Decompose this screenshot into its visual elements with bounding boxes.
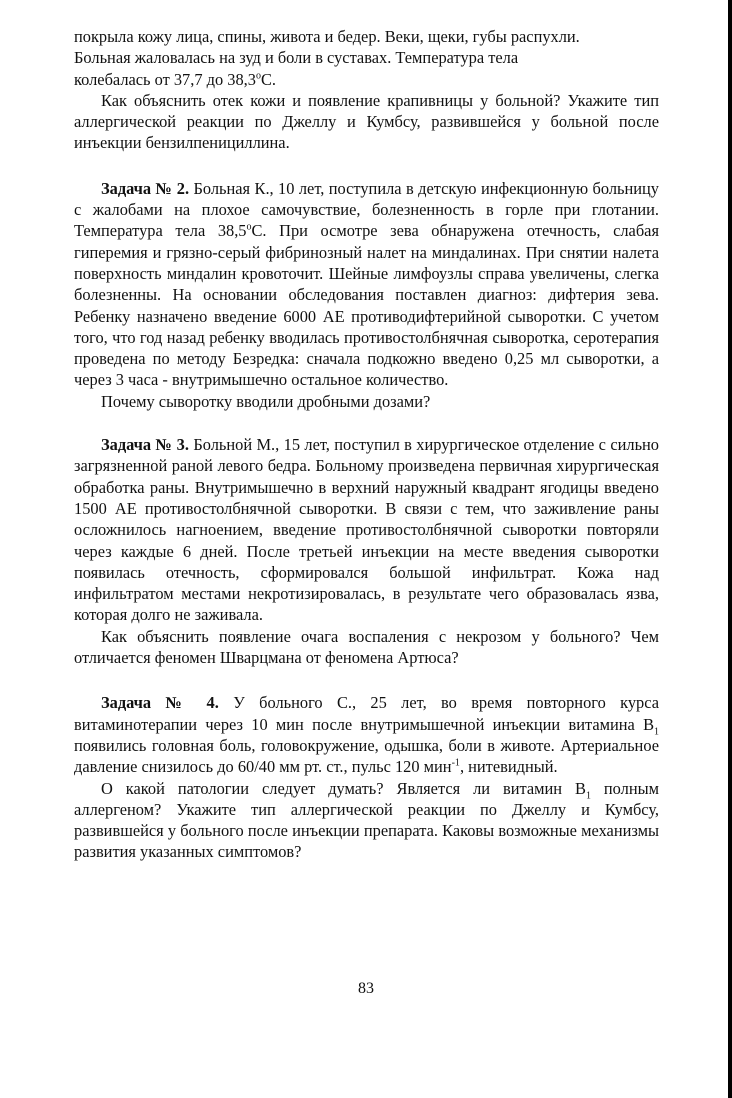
task-3-text: Больной М., 15 лет, поступил в хирургическое отделение с сильно загрязненной раной левого бедра. Больному произведена первичная хирургическая обработка раны. Внутримышечно в верхний наружный квадрант ягодицы введено 1500 АЕ противостолбнячной сыворотки. В связи с тем, что заживление раны осложнилось нагноением, введение противостолбнячной сыворотки повторяли через каждые 6 дней. После третьей инъекции на месте введения сыворотки появилась отечность, сформировался большой инфильтрат. Кожа над инфильтратом местами некротизировалась, в результате чего образовалась язва, которая долго не заживала.: [74, 435, 660, 625]
scan-edge: [728, 0, 732, 1098]
task-2-text-before: Больная К., 10 лет, поступила в детскую инфекционную больницу с жалобами на плохое самочувствие, болезненность в горле при глотании. Температура тела 38,5: [74, 178, 659, 241]
intro-line-1: покрыла кожу лица, спины, живота и бедер. Веки, щеки, губы распухли.: [74, 27, 580, 46]
task-4-question: [74, 778, 659, 863]
task-2-question: Почему сыворотку вводили дробными дозами?: [101, 391, 431, 411]
degree-sup: о: [255, 70, 261, 82]
intro-line-3-before: колебалась от 37,7 до 38,3: [74, 69, 256, 89]
intro-question: Как объяснить отек кожи и появление крапивницы у больной? Укажите тип аллергической реакции по Джеллу и Кумбсу, развившейся у больной после инъекции бензилпенициллина.: [74, 90, 659, 153]
task-4-sub-1: 1: [654, 725, 659, 737]
task-2-label: Задача № 2.: [101, 178, 190, 198]
page-number: 83: [358, 980, 374, 997]
task-4-label: Задача № 4.: [101, 693, 219, 713]
task-3-question: Как объяснить появление очага воспаления с некрозом у больного? Чем отличается феномен Шварцмана от феномена Артюса?: [74, 626, 659, 668]
intro-line-3-after: С.: [260, 69, 276, 89]
task-4-question-sub: 1: [585, 789, 591, 801]
task-4-question-part-1: О какой патологии следует думать? Является ли витамин В: [101, 778, 586, 798]
task-2-text-after: С. При осмотре зева обнаружена отечность, слабая гиперемия и грязно-серый фибринозный налет на миндалинах. При снятии налета поверхность миндалин кровоточит. Шейные лимфоузлы справа увеличены, слегка болезненны. На основании обследования поставлен диагноз: дифтерия зева. Ребенку назначено введение 6000 АЕ противодифтерийной сыворотки. С учетом того, что год назад ребенку вводилась противостолбнячная сыворотка, серотерапия проведена по методу Безредка: сначала подкожно введено 0,25 мл сыворотки, а через 3 часа - внутримышечно остальное количество.: [74, 221, 659, 390]
task-4-text-part-2: появились головная боль, головокружение, одышка, боли в животе. Артериальное давление снизилось до 60/40 мм рт. ст., пульс 120 мин: [74, 735, 659, 777]
intro-line-2: Больная жаловалась на зуд и боли в суставах. Температура тела: [74, 48, 519, 68]
task-3-paragraph: [74, 434, 659, 626]
task-4-paragraph: [74, 692, 659, 777]
task-4-sup-1: -1: [451, 757, 460, 769]
task-4-text-part-1: У больного С., 25 лет, во время повторного курса витаминотерапии через 10 мин после внутримышечной инъекции витамина В: [74, 693, 659, 734]
task-4-text-part-3: , нитевидный.: [459, 757, 558, 777]
intro-paragraph: [74, 26, 659, 90]
page-text: [74, 26, 659, 863]
task-2-paragraph: [74, 178, 659, 391]
task-4-question-part-2: полным аллергеном? Укажите тип аллергической реакции по Джеллу и Кумбсу, развившейся у больного после инъекции препарата. Каковы возможные механизмы развития указанных симптомов?: [74, 778, 659, 862]
task-3-label: Задача № 3.: [101, 435, 189, 455]
task-2-degree-sup: о: [246, 221, 252, 233]
